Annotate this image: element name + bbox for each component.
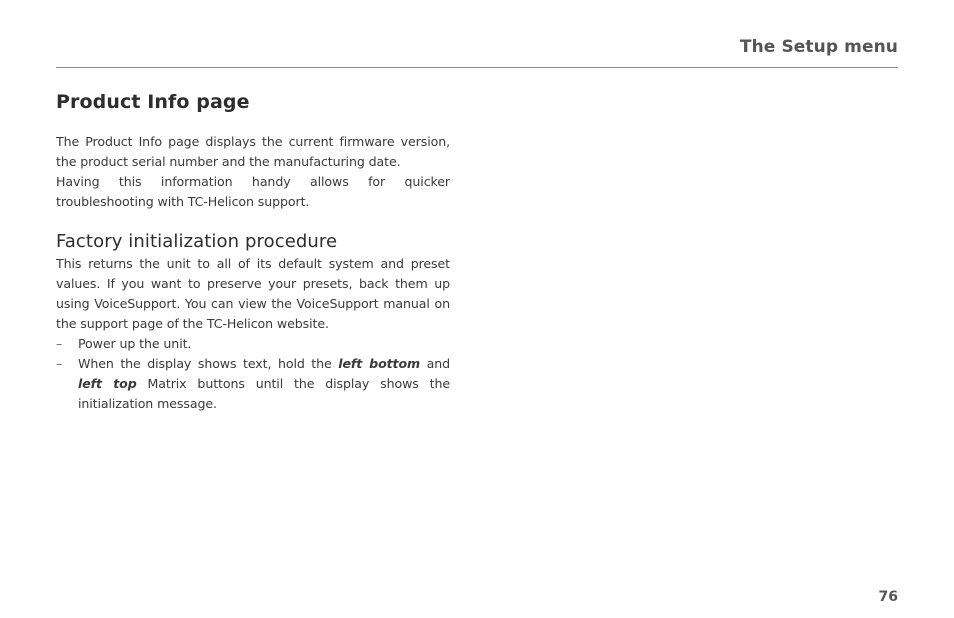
factory-init-heading: Factory initialization procedure	[56, 231, 338, 252]
factory-init-paragraph: This returns the unit to all of its default system and preset values. If you want to preserve your presets, back them up using VoiceSupport. You can view the VoiceSupport manual on the support page of the TC-Helicon website.	[56, 256, 450, 331]
list-dash: –	[56, 356, 63, 371]
left-bottom-button-name: left bottom	[338, 356, 421, 371]
product-info-paragraph-2: Having this information handy allows for quicker troubleshooting with TC-Helicon support.	[56, 174, 450, 209]
page-content	[56, 90, 450, 414]
procedure-step-2	[56, 354, 450, 414]
step-text-before: When the display shows text, hold the	[78, 356, 339, 371]
step-text: Power up the unit.	[78, 336, 192, 351]
step-text-middle: and	[420, 356, 451, 371]
product-info-heading: Product Info page	[56, 91, 250, 113]
page-number: 76	[878, 589, 898, 605]
step-text-after: Matrix buttons until the display shows the initialization message.	[78, 376, 450, 411]
left-top-button-name: left top	[78, 376, 137, 391]
product-info-paragraph-1: The Product Info page displays the current firmware version, the product serial number and the manufacturing date.	[56, 134, 450, 169]
running-header: The Setup menu	[739, 37, 898, 57]
procedure-step-1	[56, 334, 450, 354]
procedure-steps	[56, 334, 450, 414]
header-divider	[56, 67, 898, 68]
list-dash: –	[56, 336, 63, 351]
